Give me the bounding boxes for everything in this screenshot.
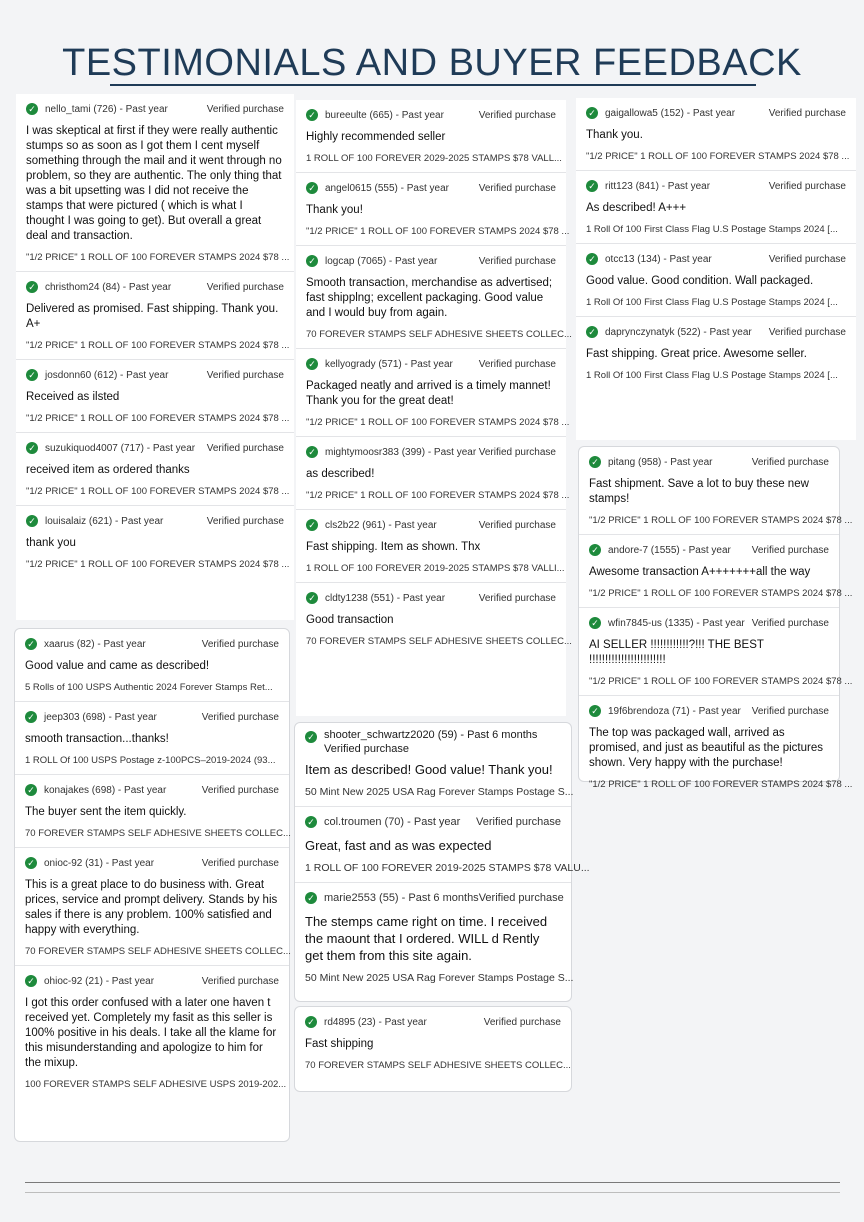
review-header: [306, 355, 556, 373]
reviewer-info: mightymoosr383 (399) - Past year: [325, 446, 477, 458]
review-header: [306, 106, 556, 124]
check-circle-icon: ✓: [25, 975, 37, 987]
verified-purchase-label: Verified purchase: [478, 446, 556, 458]
review-card: [576, 98, 856, 440]
check-circle-icon: ✓: [589, 544, 601, 556]
review-text: Good transaction: [306, 614, 394, 626]
review-item: [576, 317, 856, 389]
purchased-item-link[interactable]: "1/2 PRICE" 1 ROLL OF 100 FOREVER STAMPS 2024 $78 ...: [586, 151, 850, 162]
reviewer-info: cls2b22 (961) - Past year: [325, 519, 437, 531]
review-header: [25, 708, 279, 726]
review-text: The top was packaged wall, arrived as promised, and just as beautiful as the pictures shown. Very happy with the purchase!: [589, 727, 823, 769]
verified-purchase-label: Verified purchase: [206, 442, 284, 454]
review-item: [15, 966, 289, 1098]
verified-purchase-label: Verified purchase: [478, 255, 556, 267]
purchased-item-link[interactable]: 1 Roll Of 100 First Class Flag U.S Postage Stamps 2024 [...: [586, 297, 838, 308]
review-item: [15, 629, 289, 702]
reviewer-info: gaigallowa5 (152) - Past year: [605, 107, 736, 119]
review-header: [26, 100, 284, 118]
verified-purchase-label: Verified purchase: [201, 784, 279, 796]
reviewer-info: jeep303 (698) - Past year: [44, 711, 157, 723]
check-circle-icon: ✓: [305, 1016, 317, 1028]
review-header: [306, 589, 556, 607]
review-text: Packaged neatly and arrived is a timely mannet! Thank you for the great deat!: [306, 380, 551, 407]
verified-purchase-label: Verified purchase: [206, 103, 284, 115]
review-text: Good value. Good condition. Wall packaged.: [586, 275, 814, 287]
review-text: Good value and came as described!: [25, 660, 210, 672]
review-text: Fast shipping. Item as shown. Thx: [306, 541, 481, 553]
review-text: This is a great place to do business with. Great prices, service and prompt delivery. Stands by his sales if there is any problem. 100% satisfied and happy with everything.: [25, 879, 278, 936]
review-text: Thank you.: [586, 129, 643, 141]
check-circle-icon: ✓: [306, 109, 318, 121]
review-text: The buyer sent the item quickly.: [25, 806, 187, 818]
review-text: As described! A+++: [586, 202, 687, 214]
reviewer-info: pitang (958) - Past year: [608, 456, 713, 468]
review-header: [586, 104, 846, 122]
review-header: [589, 702, 829, 720]
purchased-item-link[interactable]: 100 FOREVER STAMPS SELF ADHESIVE USPS 2019-202...: [25, 1079, 287, 1090]
review-header: [589, 541, 829, 559]
reviewer-info: otcc13 (134) - Past year: [605, 253, 712, 265]
review-item: [296, 437, 570, 510]
review-text: Fast shipment. Save a lot to buy these new stamps!: [589, 478, 809, 505]
review-item: [579, 608, 853, 696]
review-text: The stemps came right on time. I received the maount that I ordered. WILL d Rently get them from this site again.: [305, 914, 548, 963]
review-item: [296, 349, 570, 437]
review-item: [16, 94, 294, 272]
review-header: [586, 177, 846, 195]
purchased-item-link[interactable]: "1/2 PRICE" 1 ROLL OF 100 FOREVER STAMPS 2024 $78 ...: [26, 340, 290, 351]
reviewer-info: konajakes (698) - Past year: [44, 784, 167, 796]
review-item: [576, 98, 856, 171]
reviewer-info: christhom24 (84) - Past year: [45, 281, 172, 293]
page-title: TESTIMONIALS AND BUYER FEEDBACK: [62, 42, 802, 84]
purchased-item-link[interactable]: "1/2 PRICE" 1 ROLL OF 100 FOREVER STAMPS 2024 $78 ...: [26, 559, 290, 570]
check-circle-icon: ✓: [305, 731, 317, 743]
review-header: [586, 323, 846, 341]
review-header: [25, 972, 279, 990]
check-circle-icon: ✓: [589, 456, 601, 468]
review-header: [306, 252, 556, 270]
review-header: [305, 729, 561, 755]
purchased-item-link[interactable]: 1 ROLL OF 100 FOREVER 2019-2025 STAMPS $78 VALU...: [305, 862, 590, 874]
verified-purchase-label: Verified purchase: [751, 544, 829, 556]
reviewer-info: rd4895 (23) - Past year: [324, 1016, 427, 1028]
check-circle-icon: ✓: [586, 107, 598, 119]
reviewer-info: marie2553 (55) - Past 6 months: [324, 892, 479, 904]
review-text: Fast shipping. Great price. Awesome seller.: [586, 348, 807, 360]
review-item: [576, 244, 856, 317]
reviewer-info: ohioc-92 (21) - Past year: [44, 975, 155, 987]
review-item: [296, 583, 572, 655]
review-card: [294, 722, 590, 1002]
footer-divider: [25, 1182, 840, 1183]
review-header: [25, 781, 279, 799]
verified-purchase-label: Verified purchase: [478, 109, 556, 121]
review-item: [295, 883, 574, 992]
reviewer-info: kellyogrady (571) - Past year: [325, 358, 453, 370]
reviewer-info: xaarus (82) - Past year: [44, 638, 146, 650]
reviewer-info: wfin7845-us (1335) - Past year: [608, 617, 745, 629]
verified-purchase-label: Verified purchase: [476, 816, 561, 828]
review-text: I got this order confused with a later one haven t received yet. Completely my fasit as this seller is 100% positive in his deals. I take all the klame for this misunderstanding and apologize to him for the mixup.: [25, 997, 277, 1069]
purchased-item-link[interactable]: "1/2 PRICE" 1 ROLL OF 100 FOREVER STAMPS 2024 $78 ...: [589, 515, 853, 526]
review-card: [14, 628, 290, 1142]
reviewer-info: cldty1238 (551) - Past year: [325, 592, 446, 604]
reviewer-info: col.troumen (70) - Past year: [324, 816, 461, 828]
review-text: Fast shipping: [305, 1038, 374, 1050]
purchased-item-link[interactable]: "1/2 PRICE" 1 ROLL OF 100 FOREVER STAMPS 2024 $78 ...: [589, 779, 853, 790]
verified-purchase-label: Verified purchase: [201, 975, 279, 987]
verified-purchase-label: Verified purchase: [206, 369, 284, 381]
purchased-item-link[interactable]: "1/2 PRICE" 1 ROLL OF 100 FOREVER STAMPS 2024 $78 ...: [26, 486, 290, 497]
review-header: [306, 516, 556, 534]
review-item-featured: [295, 723, 574, 807]
check-circle-icon: ✓: [586, 326, 598, 338]
review-item: [579, 535, 853, 608]
review-text: Great, fast and as was expected: [305, 838, 492, 853]
verified-purchase-label: Verified purchase: [768, 180, 846, 192]
review-text: Received as ilsted: [26, 391, 120, 403]
reviewer-info: onioc-92 (31) - Past year: [44, 857, 155, 869]
purchased-item-link[interactable]: 70 FOREVER STAMPS SELF ADHESIVE SHEETS COLLEC...: [305, 1060, 571, 1071]
reviewer-info: shooter_schwartz2020 (59) - Past 6 months: [324, 729, 538, 741]
review-item: [576, 171, 856, 244]
review-card: [16, 94, 294, 620]
purchased-item-link[interactable]: "1/2 PRICE" 1 ROLL OF 100 FOREVER STAMPS 2024 $78 ...: [589, 676, 853, 687]
check-circle-icon: ✓: [306, 519, 318, 531]
review-item: [15, 775, 289, 848]
verified-purchase-label: Verified purchase: [768, 107, 846, 119]
review-text: Awesome transaction A+++++++all the way: [589, 566, 811, 578]
verified-purchase-label: Verified purchase: [478, 892, 564, 904]
purchased-item-link[interactable]: 1 Roll Of 100 First Class Flag U.S Postage Stamps 2024 [...: [586, 224, 838, 235]
review-item: [16, 360, 294, 433]
reviewer-info: suzukiquod4007 (717) - Past year: [45, 442, 196, 454]
reviewer-info: louisalaiz (621) - Past year: [45, 515, 164, 527]
review-text: Item as described! Good value! Thank you!: [305, 762, 553, 777]
purchased-item-link[interactable]: 70 FOREVER STAMPS SELF ADHESIVE SHEETS COLLEC...: [306, 329, 572, 340]
check-circle-icon: ✓: [305, 892, 317, 904]
review-item: [296, 100, 566, 173]
verified-purchase-label: Verified purchase: [768, 326, 846, 338]
purchased-item-link[interactable]: "1/2 PRICE" 1 ROLL OF 100 FOREVER STAMPS 2024 $78 ...: [26, 413, 290, 424]
review-text: received item as ordered thanks: [26, 464, 190, 476]
purchased-item-link[interactable]: 5 Rolls of 100 USPS Authentic 2024 Forever Stamps Ret...: [25, 682, 273, 693]
review-item: [16, 433, 294, 506]
footer-divider: [25, 1192, 840, 1193]
check-circle-icon: ✓: [306, 255, 318, 267]
review-header: [306, 443, 556, 461]
review-header: [589, 453, 829, 471]
check-circle-icon: ✓: [306, 358, 318, 370]
review-header: [26, 278, 284, 296]
verified-purchase-label: Verified purchase: [751, 456, 829, 468]
reviewer-info: daprynczynatyk (522) - Past year: [605, 326, 752, 338]
review-item: [16, 272, 294, 360]
purchased-item-link[interactable]: 1 ROLL OF 100 FOREVER 2029-2025 STAMPS $78 VALL...: [306, 153, 562, 164]
reviewer-info: logcap (7065) - Past year: [325, 255, 438, 267]
review-text: Highly recommended seller: [306, 131, 446, 143]
check-circle-icon: ✓: [589, 705, 601, 717]
review-item: [15, 848, 289, 966]
review-item: [296, 246, 572, 349]
check-circle-icon: ✓: [589, 617, 601, 629]
review-header: [589, 614, 829, 632]
verified-purchase-label: Verified purchase: [483, 1016, 561, 1028]
purchased-item-link[interactable]: "1/2 PRICE" 1 ROLL OF 100 FOREVER STAMPS 2024 $78 ...: [306, 490, 570, 501]
verified-purchase-label: Verified purchase: [206, 515, 284, 527]
check-circle-icon: ✓: [305, 816, 317, 828]
purchased-item-link[interactable]: 70 FOREVER STAMPS SELF ADHESIVE SHEETS COLLEC...: [306, 636, 572, 647]
verified-purchase-label: Verified purchase: [751, 705, 829, 717]
review-header: [26, 366, 284, 384]
review-text: thank you: [26, 537, 76, 549]
purchased-item-link[interactable]: "1/2 PRICE" 1 ROLL OF 100 FOREVER STAMPS 2024 $78 ...: [26, 252, 290, 263]
reviewer-info: angel0615 (555) - Past year: [325, 182, 449, 194]
verified-purchase-label: Verified purchase: [201, 638, 279, 650]
review-item: [296, 173, 570, 246]
check-circle-icon: ✓: [586, 180, 598, 192]
review-header: [586, 250, 846, 268]
verified-purchase-label: Verified purchase: [751, 617, 829, 629]
check-circle-icon: ✓: [25, 857, 37, 869]
review-item: [579, 447, 853, 535]
review-header: [305, 1013, 561, 1031]
verified-purchase-label: Verified purchase: [478, 182, 556, 194]
purchased-item-link[interactable]: 1 Roll Of 100 First Class Flag U.S Postage Stamps 2024 [...: [586, 370, 838, 381]
check-circle-icon: ✓: [25, 638, 37, 650]
check-circle-icon: ✓: [306, 592, 318, 604]
review-header: [25, 854, 279, 872]
verified-purchase-label: Verified purchase: [324, 743, 409, 755]
purchased-item-link[interactable]: 70 FOREVER STAMPS SELF ADHESIVE SHEETS COLLEC...: [25, 828, 291, 839]
review-item: [16, 506, 294, 578]
check-circle-icon: ✓: [586, 253, 598, 265]
purchased-item-link[interactable]: 1 ROLL OF 100 FOREVER 2019-2025 STAMPS $78 VALLI...: [306, 563, 565, 574]
verified-purchase-label: Verified purchase: [206, 281, 284, 293]
purchased-item-link[interactable]: 1 ROLL Of 100 USPS Postage z-100PCS–2019-2024 (93...: [25, 755, 276, 766]
purchased-item-link[interactable]: 50 Mint New 2025 USA Rag Forever Stamps Postage S...: [305, 972, 574, 984]
reviewer-info: ritt123 (841) - Past year: [605, 180, 711, 192]
reviewer-info: bureeulte (665) - Past year: [325, 109, 444, 121]
review-header: [26, 439, 284, 457]
review-header: [306, 179, 556, 197]
review-text: smooth transaction...thanks!: [25, 733, 169, 745]
review-item: [295, 807, 590, 883]
review-header: [305, 889, 564, 907]
review-item: [579, 696, 853, 798]
reviewer-info: andore-7 (1555) - Past year: [608, 544, 731, 556]
verified-purchase-label: Verified purchase: [768, 253, 846, 265]
review-text: Thank you!: [306, 204, 363, 216]
review-text: I was skeptical at first if they were really authentic stumps so as soon as I got them I cent myself something through the mail and it went through no problem, so they are authentic. The only thing that was a bit upsetting was I did not receive the stamps that were pictured ( which is what I thought I was going to get). But overall a great deal and transaction.: [26, 125, 282, 242]
review-item: [15, 702, 289, 775]
review-text: Delivered as promised. Fast shipping. Thank you. A+: [26, 303, 279, 330]
verified-purchase-label: Verified purchase: [201, 857, 279, 869]
reviewer-block: [324, 729, 537, 755]
verified-purchase-label: Verified purchase: [201, 711, 279, 723]
check-circle-icon: ✓: [26, 281, 38, 293]
reviewer-info: josdonn60 (612) - Past year: [45, 369, 169, 381]
review-text: as described!: [306, 468, 375, 480]
check-circle-icon: ✓: [26, 369, 38, 381]
review-header: [25, 635, 279, 653]
review-card: [296, 100, 572, 716]
verified-purchase-label: Verified purchase: [478, 592, 556, 604]
review-item: [296, 510, 566, 583]
check-circle-icon: ✓: [306, 182, 318, 194]
purchased-item-link[interactable]: 70 FOREVER STAMPS SELF ADHESIVE SHEETS COLLEC...: [25, 946, 291, 957]
purchased-item-link[interactable]: "1/2 PRICE" 1 ROLL OF 100 FOREVER STAMPS 2024 $78 ...: [589, 588, 853, 599]
check-circle-icon: ✓: [26, 515, 38, 527]
purchased-item-link[interactable]: "1/2 PRICE" 1 ROLL OF 100 FOREVER STAMPS 2024 $78 ...: [306, 226, 570, 237]
review-card: [578, 446, 853, 790]
check-circle-icon: ✓: [26, 442, 38, 454]
purchased-item-link[interactable]: 50 Mint New 2025 USA Rag Forever Stamps Postage S...: [305, 786, 574, 798]
purchased-item-link[interactable]: "1/2 PRICE" 1 ROLL OF 100 FOREVER STAMPS 2024 $78 ...: [306, 417, 570, 428]
review-item: [295, 1007, 571, 1079]
review-text: AI SELLER !!!!!!!!!!!!?!!! THE BEST !!!!!!!!!!!!!!!!!!!!!!!!: [589, 639, 764, 666]
review-card: [294, 1006, 572, 1092]
review-header: [26, 512, 284, 530]
check-circle-icon: ✓: [306, 446, 318, 458]
check-circle-icon: ✓: [26, 103, 38, 115]
reviewer-info: nello_tami (726) - Past year: [45, 103, 168, 115]
check-circle-icon: ✓: [25, 711, 37, 723]
review-text: Smooth transaction, merchandise as advertised; fast shipplng; excellent packaging. Good value and I would buy from again.: [306, 277, 553, 319]
review-header: [305, 813, 561, 831]
reviewer-info: 19f6brendoza (71) - Past year: [608, 705, 741, 717]
verified-purchase-label: Verified purchase: [478, 519, 556, 531]
title-underline: [110, 84, 756, 86]
check-circle-icon: ✓: [25, 784, 37, 796]
verified-purchase-label: Verified purchase: [478, 358, 556, 370]
